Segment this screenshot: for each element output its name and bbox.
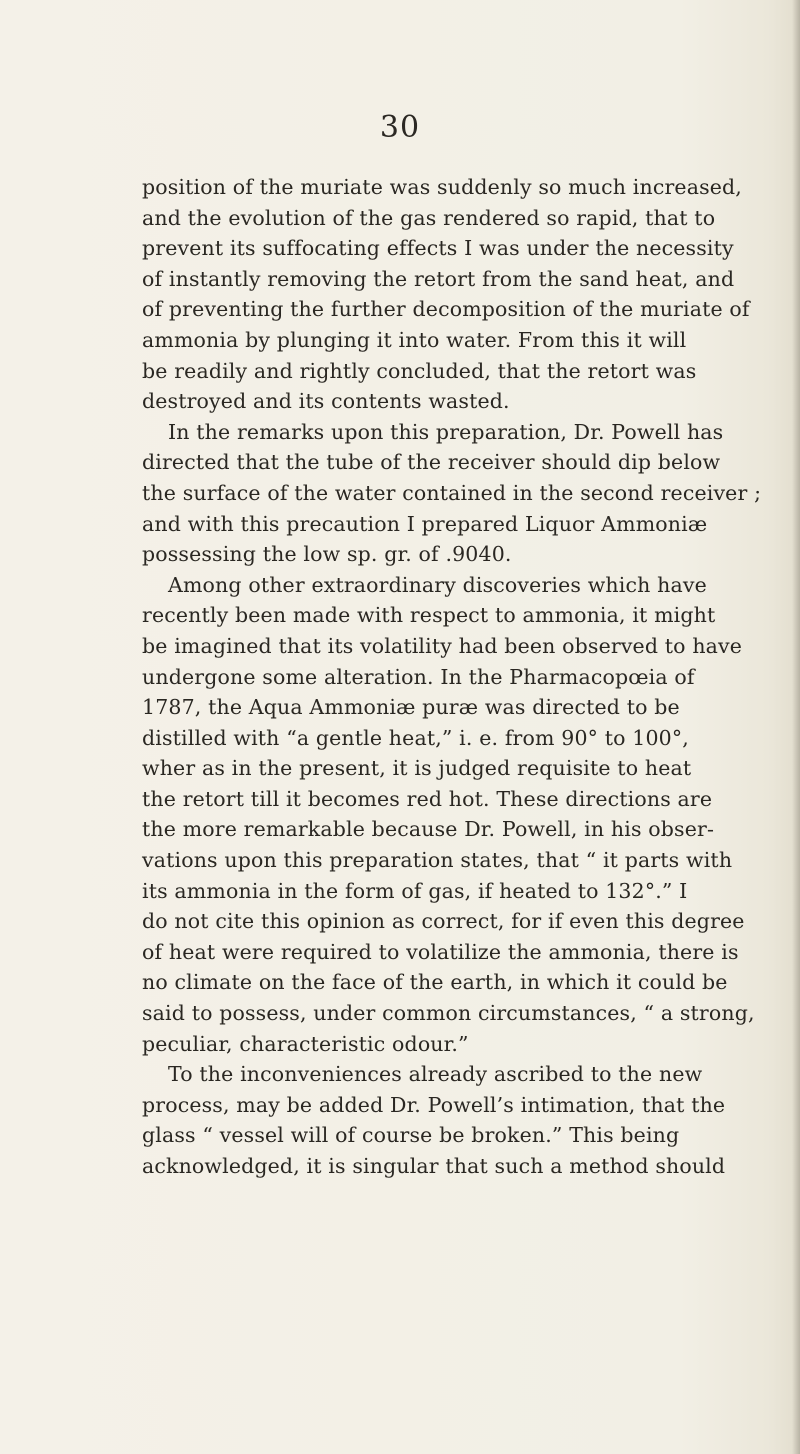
- text-line: position of the muriate was suddenly so much increased,: [142, 175, 742, 199]
- text-line: recently been made with respect to ammonia, it might: [142, 603, 716, 628]
- text-line: peculiar, characteristic odour.”: [142, 1031, 469, 1056]
- text-line: be imagined that its volatility had been observed to have: [142, 633, 743, 658]
- text-line: glass “ vessel will of course be broken.” This being: [142, 1123, 680, 1148]
- text-line: of heat were required to volatilize the ammonia, there is: [142, 939, 739, 964]
- text-line: process, may be added Dr. Powell’s intimation, that the: [142, 1092, 726, 1117]
- text-line: and with this precaution I prepared Liquor Ammoniæ: [142, 511, 708, 536]
- text-line: vations upon this preparation states, that “ it parts with: [142, 848, 733, 873]
- body-text: [142, 172, 782, 1182]
- page-number: 30: [379, 110, 421, 145]
- text-line: 1787, the Aqua Ammoniæ puræ was directed to be: [142, 695, 680, 720]
- text-line: directed that the tube of the receiver should dip below: [142, 450, 721, 475]
- text-line: of instantly removing the retort from the sand heat, and: [142, 266, 735, 291]
- text-line: the retort till it becomes red hot. These directions are: [142, 786, 713, 811]
- text-line: To the inconveniences already ascribed to the new: [168, 1062, 703, 1087]
- text-line: Among other extraordinary discoveries which have: [168, 572, 707, 597]
- text-line: wher as in the present, it is judged requisite to heat: [142, 756, 692, 781]
- text-line: said to possess, under common circumstances, “ a strong,: [142, 1001, 755, 1026]
- text-line: do not cite this opinion as correct, for if even this degree: [142, 909, 745, 934]
- text-line: the more remarkable because Dr. Powell, in his obser-: [142, 817, 715, 842]
- text-line: of preventing the further decomposition of the muriate of: [142, 297, 750, 322]
- text-line: distilled with “a gentle heat,” i. e. from 90° to 100°,: [142, 725, 689, 750]
- text-line: its ammonia in the form of gas, if heated to 132°.” I: [142, 878, 688, 903]
- text-line: be readily and rightly concluded, that the retort was: [142, 358, 697, 383]
- text-line: the surface of the water contained in the second receiver ;: [142, 480, 762, 505]
- text-line: acknowledged, it is singular that such a method should: [142, 1154, 726, 1178]
- text-line: In the remarks upon this preparation, Dr. Powell has: [168, 419, 724, 444]
- text-line: ammonia by plunging it into water. From this it will: [142, 327, 687, 352]
- text-line: possessing the low sp. gr. of .9040.: [142, 542, 512, 567]
- text-line: no climate on the face of the earth, in which it could be: [142, 970, 728, 995]
- text-line: undergone some alteration. In the Pharmacopœia of: [142, 664, 695, 689]
- page-edge-shadow: [792, 0, 800, 1454]
- text-line: destroyed and its contents wasted.: [142, 389, 510, 414]
- text-line: and the evolution of the gas rendered so rapid, that to: [142, 205, 716, 230]
- text-line: prevent its suffocating effects I was under the necessity: [142, 236, 734, 261]
